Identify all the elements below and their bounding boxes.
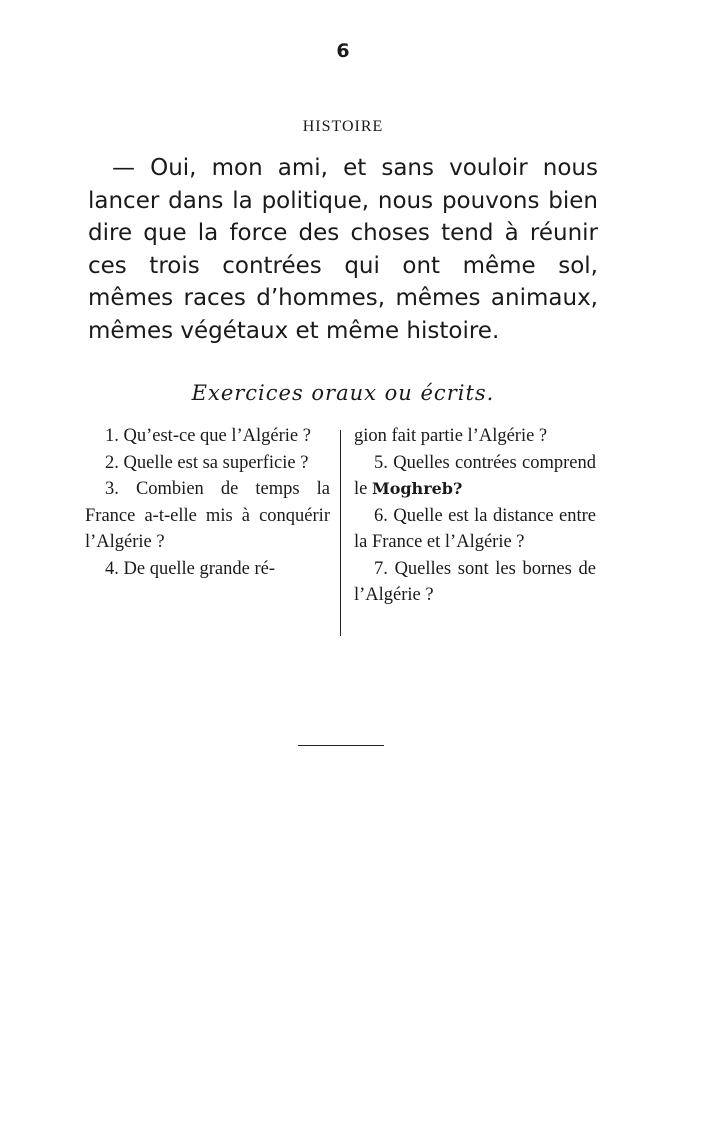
exercise-question-4-continuation: gion fait partie l’Algérie ? xyxy=(354,426,548,446)
exercise-question-2: 2. Quelle est sa superficie ? xyxy=(105,452,309,473)
exercise-question-6: 6. Quelle est la distance entre la France et l’Algérie ? xyxy=(354,505,596,552)
running-head: HISTOIRE xyxy=(302,118,384,135)
main-paragraph: — Oui, mon ami, et sans vouloir nous lancer dans la politique, nous pouvons bien dire que la force des choses tend à réunir ces trois contrées qui ont même sol, mêmes races d’hommes, mêmes animaux, mêmes végétaux et même histoire. xyxy=(88,155,598,344)
section-end-rule xyxy=(298,745,384,746)
moghreb-term: Moghreb? xyxy=(371,479,463,498)
page-number: 6 xyxy=(336,40,350,62)
exercise-question-5-text: 5. Quelles contrées comprend le xyxy=(354,452,596,499)
column-divider xyxy=(340,430,341,636)
exercise-question-3: 3. Combien de temps la France a-t-elle mis à conquérir l’Algérie ? xyxy=(85,479,330,552)
exercises-left-column xyxy=(85,423,330,582)
exercise-question-7: 7. Quelles sont les bornes de l’Algérie ? xyxy=(354,558,596,605)
exercises-title: Exercices oraux ou écrits. xyxy=(191,381,495,405)
exercise-question-4: 4. De quelle grande ré- xyxy=(105,558,276,579)
exercise-question-5 xyxy=(354,450,596,503)
exercise-question-1: 1. Qu’est-ce que l’Algérie ? xyxy=(105,426,311,446)
exercises-right-column xyxy=(354,423,596,609)
